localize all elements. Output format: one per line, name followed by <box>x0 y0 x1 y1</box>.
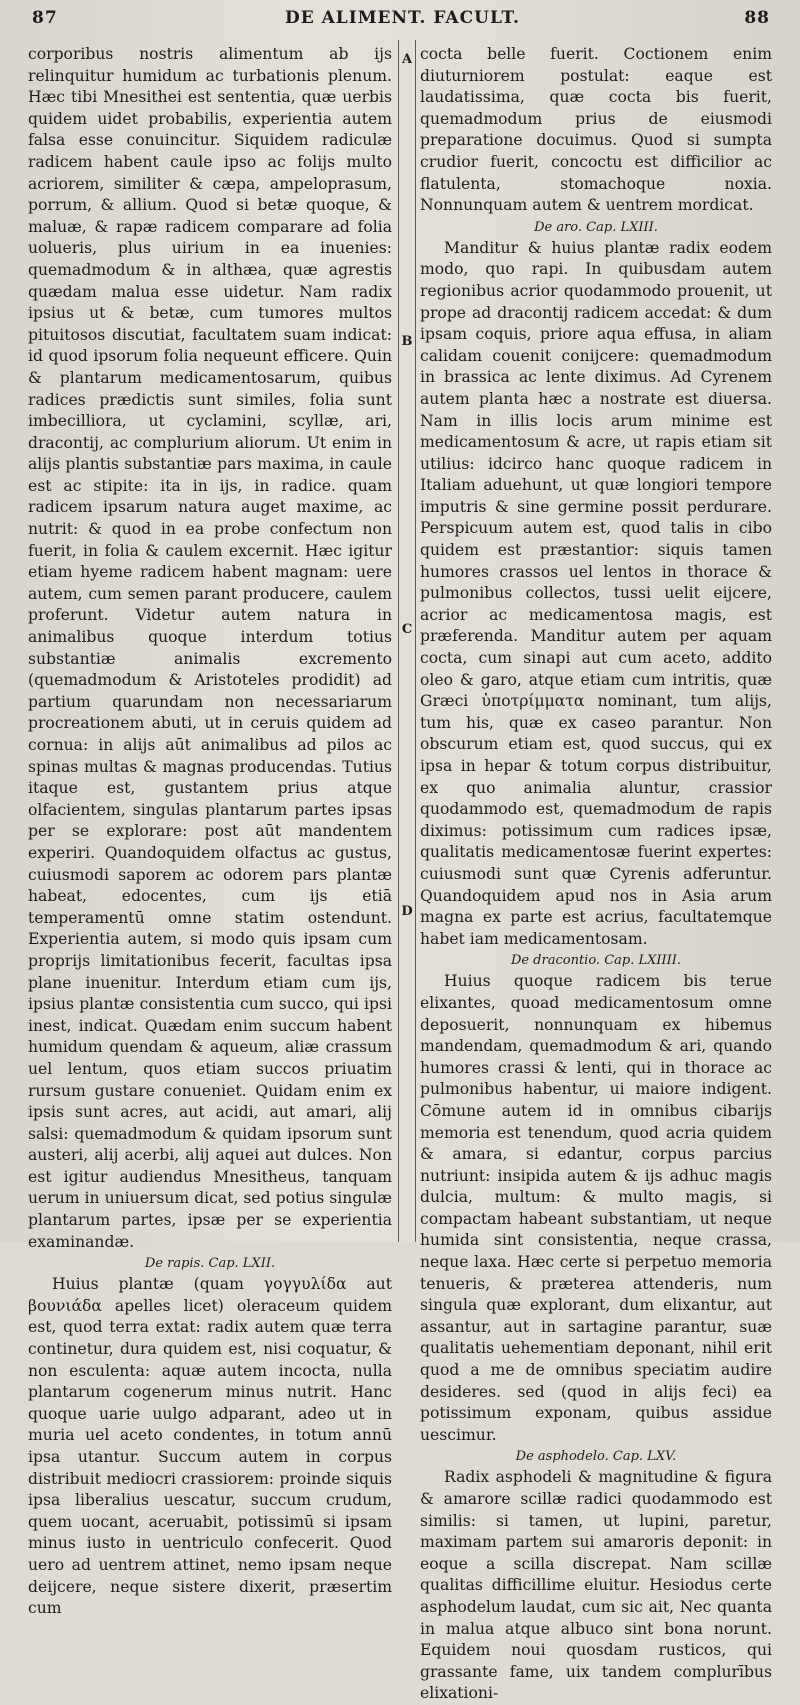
chapter-heading-asphodelo: De asphodelo. Cap. LXV. <box>515 1449 677 1465</box>
chapter-heading-rapis: De rapis. Cap. LXII. <box>144 1256 276 1272</box>
paragraph: Manditur & huius plantæ radix eodem modo, quo rapi. In quibusdam autem regionibus acrior quodammodo prouenit, ut prope ad dracontij radicem accedat: & dum ipsam coquis, priore aqua effusa, in aliam calidam couenit conijcere: quemadmodum in brassica ac lente diximus. Ad Cyrenem autem planta hæc a nostrate est diuersa. Nam in illis locis arum minime est medicamentosum & acre, ut rapis etiam sit utilius: idcirco hanc quoque radicem in Italiam aduehunt, ut quæ longiori tempore imputris & sine germine possit perdurare. Perspicuum autem est, quod talis in cibo quidem est præstantior: siquis tamen humores crassos uel lentos in thorace & pulmonibus collectos, tussi uelit eijcere, acrior ac medicamentosa magis, est præferenda. Manditur autem per aquam cocta, cum sinapi aut cum aceto, addito oleo & garo, atque etiam cum intritis, quæ Græci ὑποτρίμματα nominant, tum alijs, tum his, quæ ex caseo parantur. Non obscurum etiam est, quod succus, qui ex ipsa in hepar & totum corpus distribuitur, ex quo animalia aluntur, crassior quodammodo est, quemadmodum de rapis diximus: potissimum cum radices ipsæ, qualitatis medicamentosæ fuerint expertes: cuiusmodi sunt quæ Cyrenis adferuntur. Quandoquidem apud nos in Asia arum magna ex parte est acrius, facultatemque habet iam medicamentosam. <box>420 238 772 948</box>
paragraph: Huius plantæ (quam γογγυλίδα aut βουνιάδα apelles licet) oleraceum quidem est, quod terra extat: radix autem quæ terra continetur, dura quidem est, nisi coquatur, & non esculenta: aquæ autem incocta, nulla plantarum cogenerum minus nutrit. Hanc quoque uarie uulgo adparant, adeo ut in muria uel aceto condentes, in totum annū ipsa utantur. Succum autem in corpus distribuit mediocri crassiorem: proinde siquis ipsa liberalius uescatur, succum crudum, quem uocant, aceruabit, potissimū si ipsam minus iusto in uentriculo confecerit. Quod uero ad uentrem attinet, nemo ipsam neque deijcere, neque sistere dixerit, præsertim cum <box>28 1275 392 1618</box>
column-gutter <box>398 40 416 1242</box>
page-number-right: 88 <box>744 8 770 28</box>
running-title: DE ALIMENT. FACULT. <box>285 8 520 28</box>
paragraph: cocta belle fuerit. Coctionem enim diuturniorem postulat: eaque est laudatissima, quæ cocta bis fuerit, quemadmodum prius de eiusmodi preparatione docuimus. Quod si sumpta crudior fuerit, concoctu est difficilior ac flatulenta, stomachoque noxia. Nonnunquam autem & uentrem mordicat. <box>420 45 772 215</box>
right-column <box>420 44 772 1703</box>
left-column <box>28 44 392 1618</box>
margin-marker-c: C <box>401 622 413 637</box>
margin-marker-a: A <box>401 52 413 67</box>
margin-marker-d: D <box>401 904 413 919</box>
running-header <box>0 2 800 36</box>
page-number-left: 87 <box>32 8 58 28</box>
chapter-heading-aro: De aro. Cap. LXIII. <box>534 219 658 235</box>
margin-marker-b: B <box>401 334 413 349</box>
paragraph: Huius quoque radicem bis terue elixantes, quoad medicamentosum omne deposuerit, nonnunquam ex hibemus mandendam, quemadmodum & ari, quando humores crassi & lenti, qui in thorace ac pulmonibus habentur, ui maiore indigent. Cōmune autem id in omnibus cibarijs memoria est tenendum, quod acria quidem & amara, si edantur, corpus parcius nutriunt: insipida autem & ijs adhuc magis dulcia, multum: & multo magis, si compactam habeant substantiam, ut neque humida sint consistentia, neque crassa, neque laxa. Hæc certe si perpetuo memoria tenueris, & præterea attenderis, num singula quæ explorant, dum elixantur, aut assantur, aut in sartagine parantur, suæ qualitatis uehementiam deponant, nihil erit quod a me de omnibus speciatim audire desideres. sed (quod in alijs feci) ea potissimum exponam, quibus assidue uescimur. <box>420 972 772 1444</box>
chapter-heading-dracontio: De dracontio. Cap. LXIIII. <box>510 953 682 969</box>
paragraph: Radix asphodeli & magnitudine & figura & amarore scillæ radici quodammodo est similis: si tamen, ut lupini, paretur, maximam partem sui amaroris deponit: in eoque a scilla discrepat. Nam scillæ qualitas difficillime eluitur. Hesiodus certe asphodelum laudat, cum sic ait, Nec quanta in malua atque albuco sint bona norunt. Equidem noui quosdam rusticos, qui grassante fame, uix tandem complurībus elixationi- <box>420 1468 772 1703</box>
paragraph: corporibus nostris alimentum ab ijs relinquitur humidum ac turbationis plenum. Hæc tibi Mnesithei est sententia, quæ uerbis quidem uidet probabilis, experientia autem falsa esse conuincitur. Siquidem radiculæ radicem habent caule ipso ac folijs multo acriorem, similiter & cæpa, ampeloprasum, porrum, & allium. Quod si betæ quoque, & maluæ, & rapæ radicem comparare ad folia uolueris, plus uirium in ea inuenies: quemadmodum & in althæa, quæ agrestis quædam malua esse uidetur. Nam radix ipsius ut & betæ, cum tumores multos pituitosos discutiat, facultatem suam indicat: id quod ipsorum folia nequeunt efficere. Quin & plantarum medicamentosarum, quibus radices prædictis sunt similes, folia sunt imbecilliora, ut cyclamini, scyllæ, ari, dracontij, ac complurium aliorum. Ut enim in alijs plantis substantiæ pars maxima, in caule est ac stipite: ita in ijs, in radice. quam radicem ipsarum natura auget maxime, ac nutrit: & quod in ea probe confectum non fuerit, in folia & caulem excernit. Hæc igitur etiam hyeme radicem habent magnam: uere autem, cum semen parant producere, caulem proferunt. Videtur autem natura in animalibus quoque interdum totius substantiæ animalis excremento (quemadmodum & Aristoteles prodidit) ad partium quarundam non necessariarum procreationem abuti, ut in ceruis quidem ad cornua: in alijs aūt animalibus ad pilos ac spinas multas & magnas producendas. Tutius itaque est, gustantem prius atque olfacientem, singulas plantarum partes ipsas per se explorare: post aūt mandentem experiri. Quandoquidem olfactus ac gustus, cuiusmodi saporem ac odorem pars plantæ habeat, edocentes, cum ijs etiā temperamentū omne statim ostendunt. Experientia autem, si modo quis ipsam cum proprijs limitationibus fecerit, facultas ipsa plane inuenitur. Interdum etiam cum ijs, ipsius plantæ consistentia cum succo, qui ipsi inest, indicat. Quædam enim succum habent humidum quendam & aqueum, aliæ crassum uel lentum, quos etiam succos priuatim rursum gustare conueniet. Quidam enim ex ipsis sunt acres, aut acidi, aut amari, alij salsi: quemadmodum & quidam ipsorum sunt austeri, alij acerbi, alij aquei aut dulces. Non est igitur audiendus Mnesitheus, tanquam uerum in uniuersum dicat, sed potius singulæ plantarum partes, ipsæ per se experientia examinandæ. <box>28 45 392 1251</box>
